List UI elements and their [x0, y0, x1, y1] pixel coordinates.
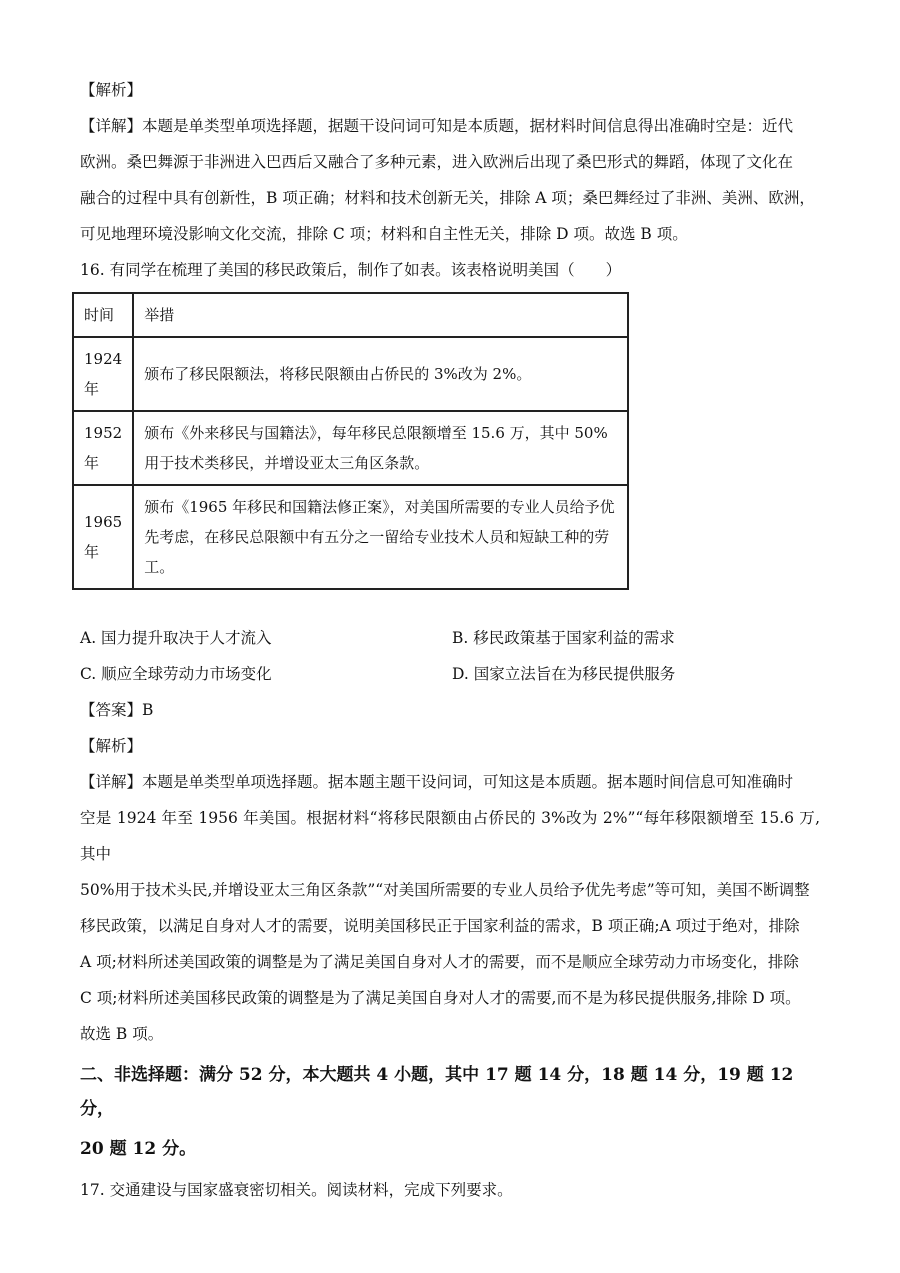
detail-paragraph-15: [80, 108, 820, 252]
detail-line: 可见地理环境没影响文化交流，排除 C 项；材料和自主性无关，排除 D 项。故选 B 项。: [80, 225, 688, 243]
detail-line: 【详解】本题是单类型单项选择题。据本题主题干设问词，可知这是本质题。据本题时间信息可知准确时: [80, 773, 794, 791]
row-measure: 颁布了移民限额法，将移民限额由占侨民的 3%改为 2%。: [133, 337, 628, 411]
header-measure: 举措: [133, 293, 628, 337]
detail-line: 空是 1924 年至 1956 年美国。根据材料“将移民限额由占侨民的 3%改为 2%”“每年移限额增至 15.6 万,其中: [80, 809, 820, 863]
detail-paragraph-16: [80, 764, 820, 1052]
row-year: 1924 年: [73, 337, 133, 411]
immigration-policy-table: [72, 292, 629, 590]
section-2-heading: [80, 1058, 820, 1166]
option-d: D. 国家立法旨在为移民提供服务: [452, 665, 676, 683]
table-row: [73, 411, 628, 485]
detail-line: 欧洲。桑巴舞源于非洲进入巴西后又融合了多种元素，进入欧洲后出现了桑巴形式的舞蹈，体现了文化在: [80, 153, 794, 171]
section-heading-line: 二、非选择题：满分 52 分，本大题共 4 小题，其中 17 题 14 分，18 题 14 分，19 题 12 分，: [80, 1065, 794, 1119]
section-heading-line: 20 题 12 分。: [80, 1139, 197, 1159]
question-16-stem: 16. 有同学在梳理了美国的移民政策后，制作了如表。该表格说明美国（ ）: [80, 261, 622, 279]
detail-line: 故选 B 项。: [80, 1025, 164, 1043]
table-row: [73, 337, 628, 411]
header-time: 时间: [73, 293, 133, 337]
answer-16: 【答案】B: [80, 701, 154, 719]
analysis-label-16: 【解析】: [80, 737, 143, 755]
option-b: B. 移民政策基于国家利益的需求: [452, 629, 675, 647]
detail-line: 50%用于技术头民,并增设亚太三角区条款”“对美国所需要的专业人员给予优先考虑”等可知，美国不断调整: [80, 881, 810, 899]
question-16-options: [80, 620, 820, 692]
detail-line: 移民政策，以满足自身对人才的需要，说明美国移民正于国家利益的需求，B 项正确;A 项过于绝对，排除: [80, 917, 800, 935]
detail-line: A 项;材料所述美国政策的调整是为了满足美国自身对人才的需要，而不是顺应全球劳动力市场变化，排除: [80, 953, 799, 971]
option-c: C. 顺应全球劳动力市场变化: [80, 665, 272, 683]
detail-line: 【详解】本题是单类型单项选择题，据题干设问词可知是本质题，据材料时间信息得出准确时空是：近代: [80, 117, 794, 135]
detail-line: C 项;材料所述美国移民政策的调整是为了满足美国自身对人才的需要,而不是为移民提供服务,排除 D 项。: [80, 989, 801, 1007]
table-header-row: [73, 293, 628, 337]
question-17-stem: 17. 交通建设与国家盛衰密切相关。阅读材料，完成下列要求。: [80, 1181, 513, 1199]
row-year: 1965 年: [73, 485, 133, 589]
row-year: 1952 年: [73, 411, 133, 485]
row-measure: 颁布《1965 年移民和国籍法修正案》，对美国所需要的专业人员给予优先考虑，在移民总限额中有五分之一留给专业技术人员和短缺工种的劳工。: [133, 485, 628, 589]
detail-line: 融合的过程中具有创新性，B 项正确；材料和技术创新无关，排除 A 项；桑巴舞经过了非洲、美洲、欧洲，: [80, 189, 815, 207]
analysis-label-15: 【解析】: [80, 81, 143, 99]
table-row: [73, 485, 628, 589]
row-measure: 颁布《外来移民与国籍法》，每年移民总限额增至 15.6 万，其中 50%用于技术类移民，并增设亚太三角区条款。: [133, 411, 628, 485]
option-a: A. 国力提升取决于人才流入: [80, 629, 272, 647]
